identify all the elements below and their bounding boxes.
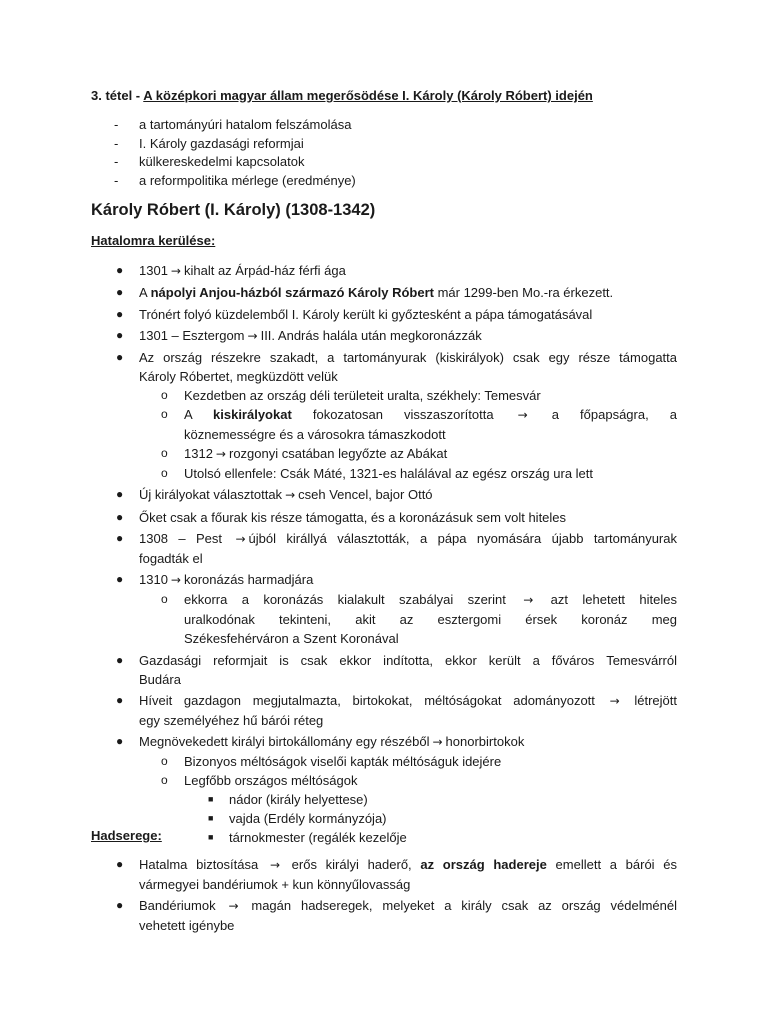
bullet-marker: ● [116, 734, 124, 749]
sub-item: o Bizonyos méltóságok viselői kapták méltóságuk idejére [161, 754, 502, 770]
arrow-icon: → [523, 593, 534, 608]
bullet-item: ● Trónért folyó küzdelemből I. Károly került ki győztesként a pápa támogatásával [116, 306, 593, 322]
circle-marker: o [161, 592, 168, 607]
exam-topic-heading [91, 88, 593, 103]
arrow-icon: → [247, 328, 258, 343]
arrow-icon: → [170, 264, 181, 278]
bullet-item: ● Gazdasági reformjait is csak ekkor indította, ekkor került a főváros Temesvárról Budára [116, 652, 677, 687]
topic-outline [91, 116, 356, 190]
bullet-marker: ● [116, 306, 124, 321]
bullet-item: ● Új királyokat választottak → cseh Vencel, bajor Ottó [116, 487, 433, 503]
bullet-marker: ● [116, 898, 124, 913]
bullet-marker: ● [116, 285, 124, 300]
bullet-marker: ● [116, 652, 124, 667]
dash-marker: - [114, 172, 119, 188]
dash-marker: - [114, 154, 119, 170]
bullet-marker: ● [116, 857, 124, 871]
outline-item: - külkereskedelmi kapcsolatok [91, 153, 356, 172]
square-marker: ■ [208, 813, 214, 824]
rise-to-power-list [91, 261, 677, 847]
topic-number: 3. tétel - [91, 88, 144, 103]
bullet-item: ● Híveit gazdagon megjutalmazta, birtokokat, méltóságokat adományozott → létrejött egy személyéhez hű bárói réteg [116, 692, 677, 728]
circle-marker: o [161, 446, 168, 461]
bullet-item: ● 1308 – Pest → újból királlyá választották, a pápa nyomására újabb tartományurak fogadták el [116, 531, 677, 567]
outline-item: - a reformpolitika mérlege (eredménye) [91, 172, 356, 191]
sub-sub-item: ■ tárnokmester (regálék kezelője [208, 830, 407, 846]
bullet-item: ● A nápolyi Anjou-házból származó Károly Róbert már 1299-ben Mo.-ra érkezett. [116, 285, 614, 301]
bullet-marker: ● [116, 572, 124, 587]
arrow-icon: → [228, 899, 239, 914]
subheading-rise-to-power: Hatalomra kerülése: [91, 233, 216, 248]
sub-sub-item: ■ nádor (király helyettese) [208, 792, 368, 808]
arrow-icon: → [285, 488, 296, 503]
outline-item: - a tartományúri hatalom felszámolása [91, 116, 356, 135]
outline-item: - I. Károly gazdasági reformjai [91, 135, 356, 154]
arrow-icon: → [609, 693, 620, 708]
bullet-item: ● Az ország részekre szakadt, a tartományurak (kiskirályok) csak egy része támogatta Károly Róbertet, megküzdött velük [116, 350, 677, 385]
bullet-item: ● 1301 → kihalt az Árpád-ház férfi ága [116, 263, 346, 278]
arrow-icon: → [269, 858, 280, 872]
sub-item: o A kiskirályokat fokozatosan visszaszorította → a főpapságra, a köznemességre és a városokra támaszkodott [161, 407, 677, 443]
army-list [91, 855, 677, 935]
bullet-item: ● Hatalma biztosítása → erős királyi haderő, az ország hadereje emellett a bárói és vármegyei bandériumok + kun könnyűlovasság [116, 857, 677, 892]
sub-item: o Legfőbb országos méltóságok [161, 773, 358, 789]
square-marker: ■ [208, 794, 214, 805]
bullet-item: ● 1301 – Esztergom → III. András halála után megkoronázzák [116, 327, 482, 343]
arrow-icon: → [235, 532, 246, 547]
square-marker: ■ [208, 832, 214, 843]
bullet-item: ● Bandériumok → magán hadseregek, melyeket a király csak az ország védelménél vehetett igénybe [116, 898, 677, 934]
circle-marker: o [161, 466, 168, 481]
bullet-marker: ● [116, 487, 124, 502]
bullet-marker: ● [116, 509, 124, 524]
bullet-marker: ● [116, 263, 124, 277]
circle-marker: o [161, 754, 168, 769]
section-title: Károly Róbert (I. Károly) (1308-1342) [91, 201, 376, 219]
topic-title: A középkori magyar állam megerősödése I. Károly (Károly Róbert) idején [143, 88, 593, 103]
bullet-marker: ● [116, 692, 124, 707]
circle-marker: o [161, 388, 168, 403]
bullet-item: ● Megnövekedett királyi birtokállomány egy részéből → honorbirtokok [116, 734, 525, 750]
circle-marker: o [161, 407, 168, 422]
circle-marker: o [161, 773, 168, 788]
bullet-item: ● Őket csak a főurak kis része támogatta, és a koronázásuk sem volt hiteles [116, 509, 567, 525]
arrow-icon: → [517, 408, 528, 423]
arrow-icon: → [215, 447, 226, 462]
bullet-marker: ● [116, 327, 124, 342]
dash-marker: - [114, 135, 119, 151]
dash-marker: - [114, 117, 119, 132]
bullet-marker: ● [116, 531, 124, 546]
sub-item: o Utolsó ellenfele: Csák Máté, 1321-es halálával az egész ország ura lett [161, 466, 593, 482]
arrow-icon: → [170, 573, 181, 588]
sub-item: o 1312 → rozgonyi csatában legyőzte az Abákat [161, 446, 448, 462]
subheading-army: Hadserege: [91, 828, 162, 843]
bullet-item: ● 1310 → koronázás harmadjára [116, 572, 314, 588]
sub-item: o Kezdetben az ország déli területeit uralta, székhely: Temesvár [161, 388, 541, 404]
sub-sub-item: ■ vajda (Erdély kormányzója) [208, 811, 387, 827]
sub-item: o ekkorra a koronázás kialakult szabályai szerint → azt lehetett hiteles uralkodónak tekinteni, akit az esztergomi érsek koronáz meg Székesfehérváron a Szent Koronával [161, 592, 677, 647]
arrow-icon: → [432, 735, 443, 750]
bullet-marker: ● [116, 350, 124, 365]
